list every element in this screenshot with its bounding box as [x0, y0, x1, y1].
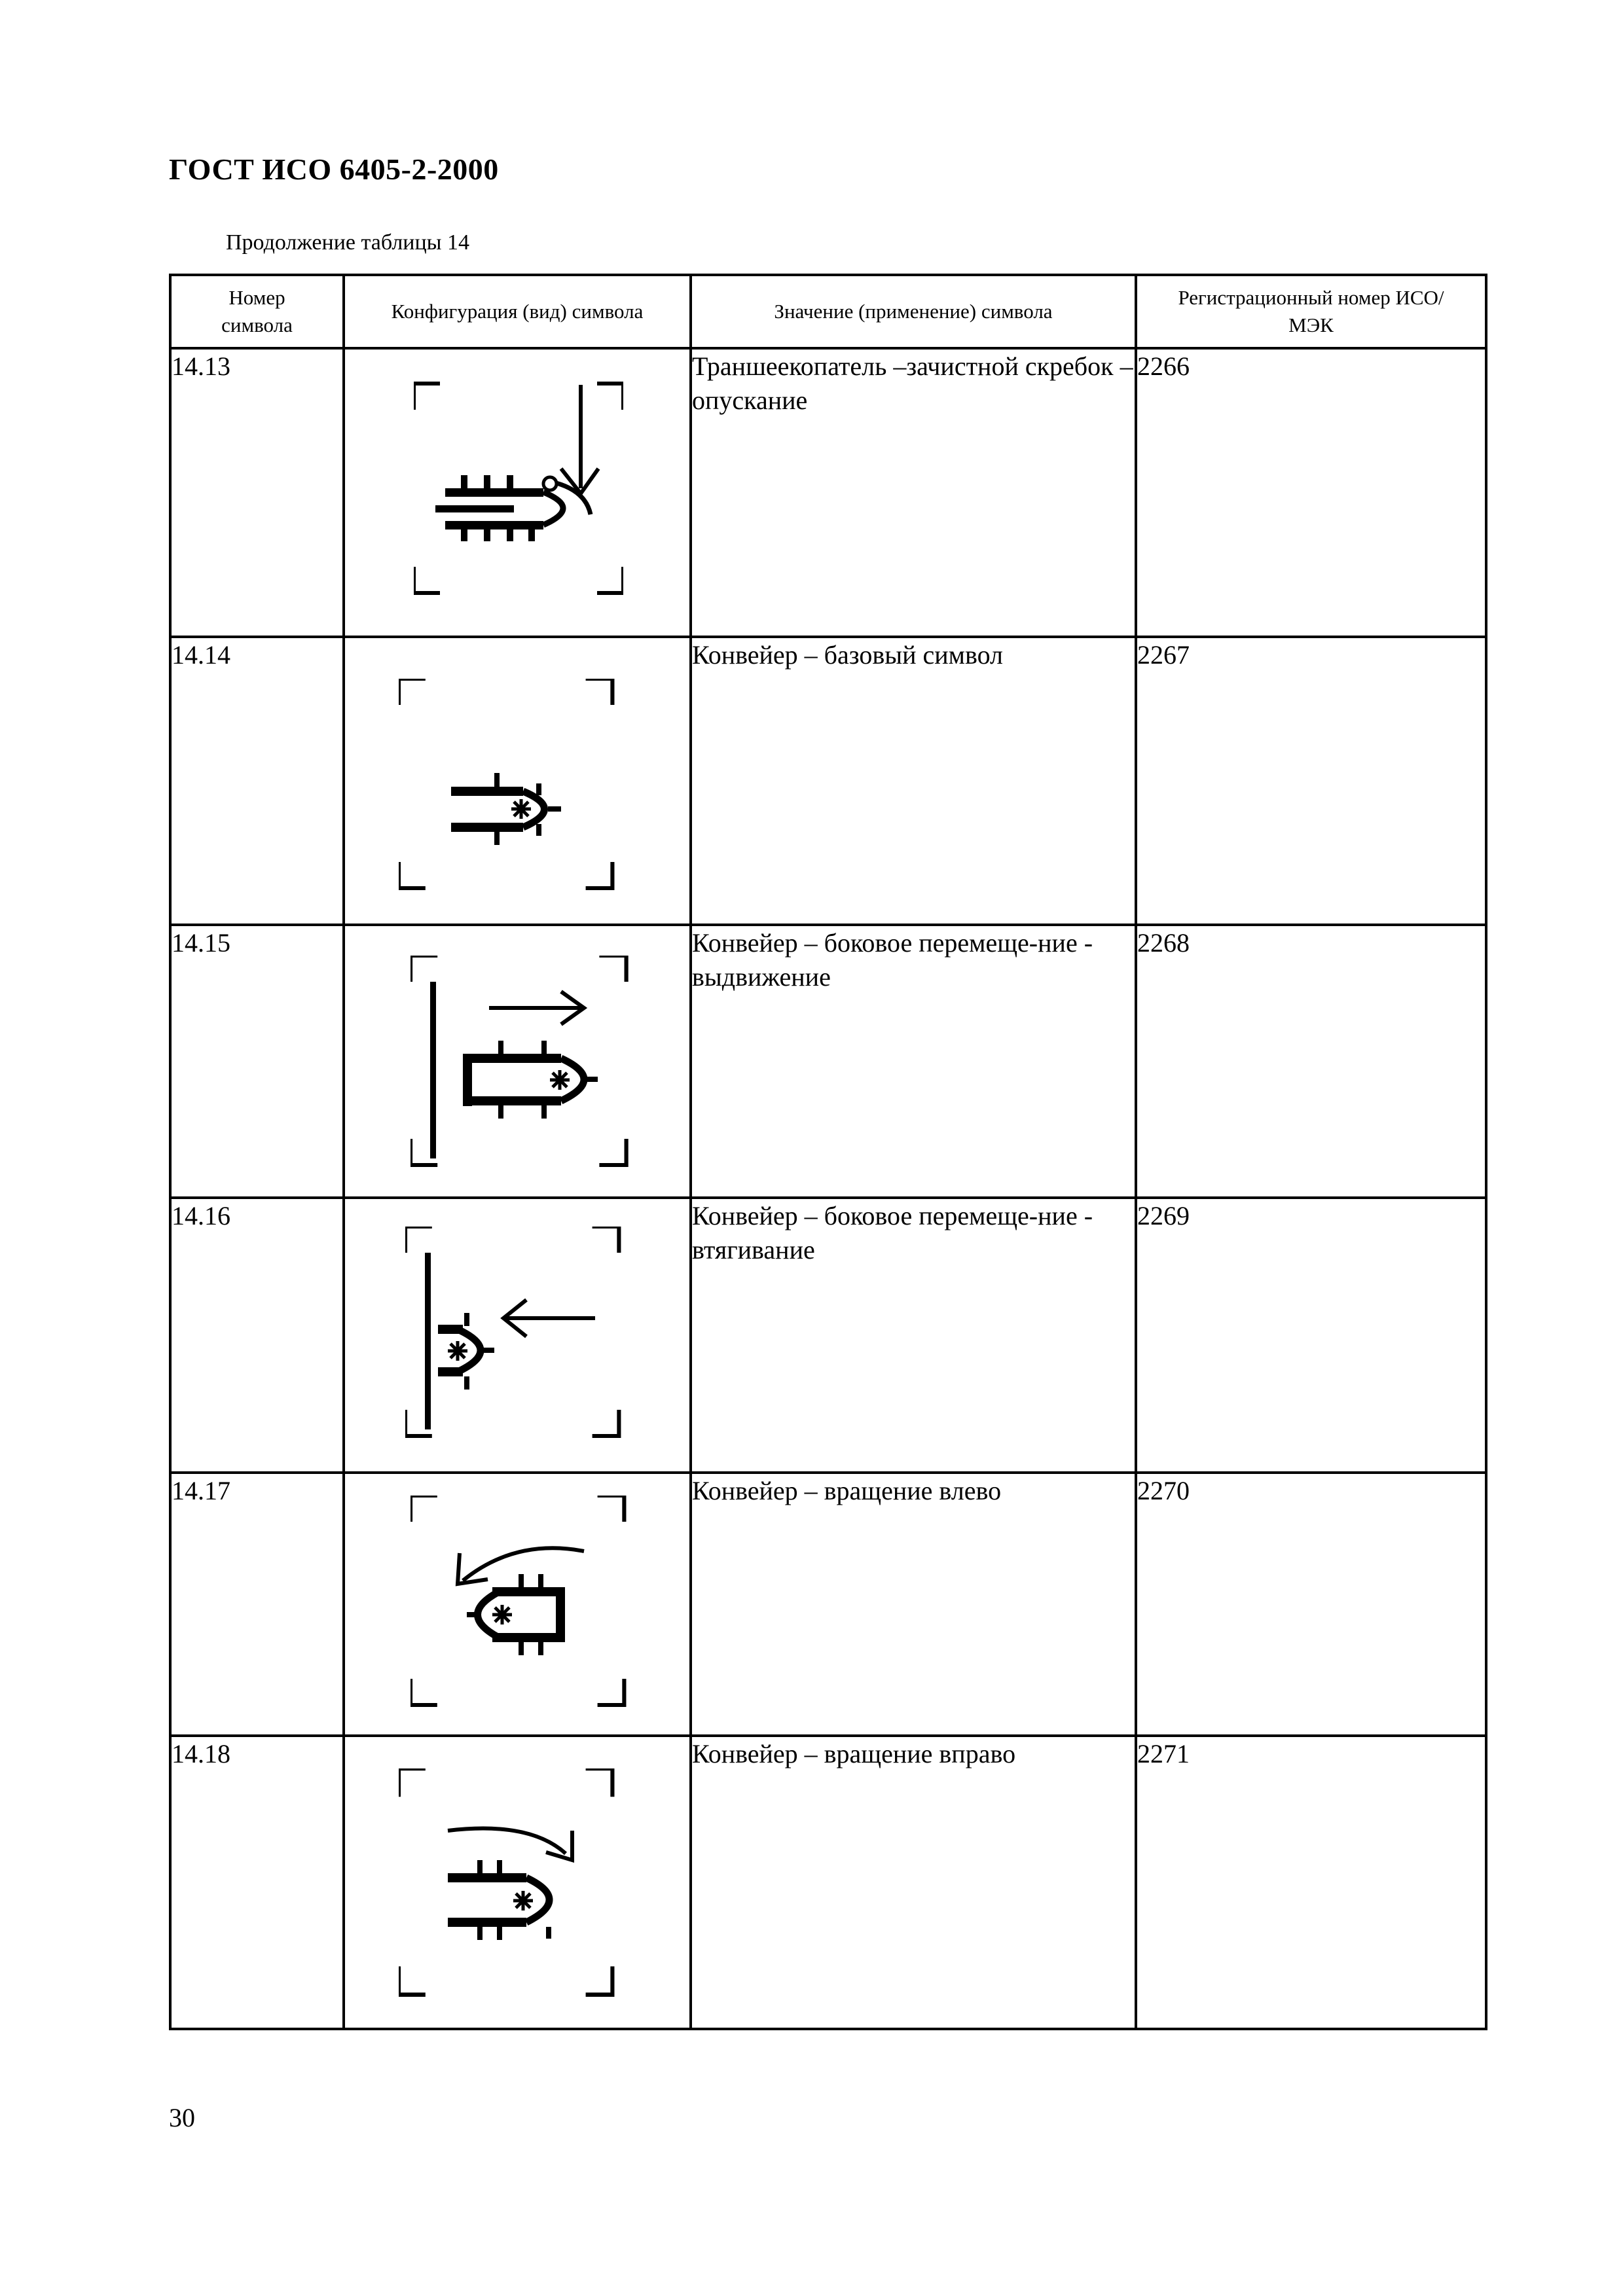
symbol-number: 14.14: [170, 637, 344, 925]
symbol-cell: [344, 637, 691, 925]
table-caption: Продолжение таблицы 14: [226, 230, 470, 255]
symbol-meaning: Конвейер – вращение вправо: [691, 1736, 1136, 2029]
conveyor-side-shift-out-icon: [410, 956, 633, 1178]
symbols-table: [169, 274, 1487, 2030]
symbol-number: 14.15: [170, 925, 344, 1198]
registration-number: 2267: [1136, 637, 1486, 925]
symbol-number: 14.18: [170, 1736, 344, 2029]
conveyor-rotate-right-icon: [399, 1768, 621, 2004]
registration-number: 2270: [1136, 1473, 1486, 1736]
column-header-symbol: Конфигурация (вид) символа: [344, 275, 691, 348]
page-number: 30: [169, 2103, 195, 2132]
column-header-registration: Регистрационный номер ИСО/МЭК: [1136, 275, 1486, 348]
symbol-number: 14.13: [170, 348, 344, 637]
symbol-meaning: Конвейер – базовый символ: [691, 637, 1136, 925]
symbol-cell: [344, 1473, 691, 1736]
symbol-cell: [344, 925, 691, 1198]
conveyor-rotate-left-icon: [410, 1496, 633, 1718]
table-row: [170, 1736, 1486, 2029]
column-header-number: Номер символа: [170, 275, 344, 348]
table-row: [170, 1473, 1486, 1736]
symbol-cell: [344, 348, 691, 637]
symbol-meaning: Конвейер – вращение влево: [691, 1473, 1136, 1736]
symbol-cell: [344, 1198, 691, 1473]
table-header-row: [170, 275, 1486, 348]
trencher-scraper-lowering-icon: [414, 377, 623, 600]
document-title: ГОСТ ИСО 6405-2-2000: [169, 152, 499, 186]
symbol-meaning: Конвейер – боковое перемеще-ние - выдвижение: [691, 925, 1136, 1198]
symbol-meaning: Траншеекопатель –зачистной скребок – опускание: [691, 348, 1136, 637]
registration-number: 2269: [1136, 1198, 1486, 1473]
registration-number: 2268: [1136, 925, 1486, 1198]
symbol-cell: [344, 1736, 691, 2029]
symbol-number: 14.16: [170, 1198, 344, 1473]
symbol-meaning: Конвейер – боковое перемеще-ние - втягивание: [691, 1198, 1136, 1473]
table-row: [170, 925, 1486, 1198]
column-header-meaning: Значение (применение) символа: [691, 275, 1136, 348]
table-row: [170, 637, 1486, 925]
table-row: [170, 348, 1486, 637]
registration-number: 2266: [1136, 348, 1486, 637]
conveyor-base-icon: [399, 679, 615, 901]
registration-number: 2271: [1136, 1736, 1486, 2029]
conveyor-side-shift-in-icon: [405, 1227, 628, 1449]
symbol-number: 14.17: [170, 1473, 344, 1736]
table-row: [170, 1198, 1486, 1473]
